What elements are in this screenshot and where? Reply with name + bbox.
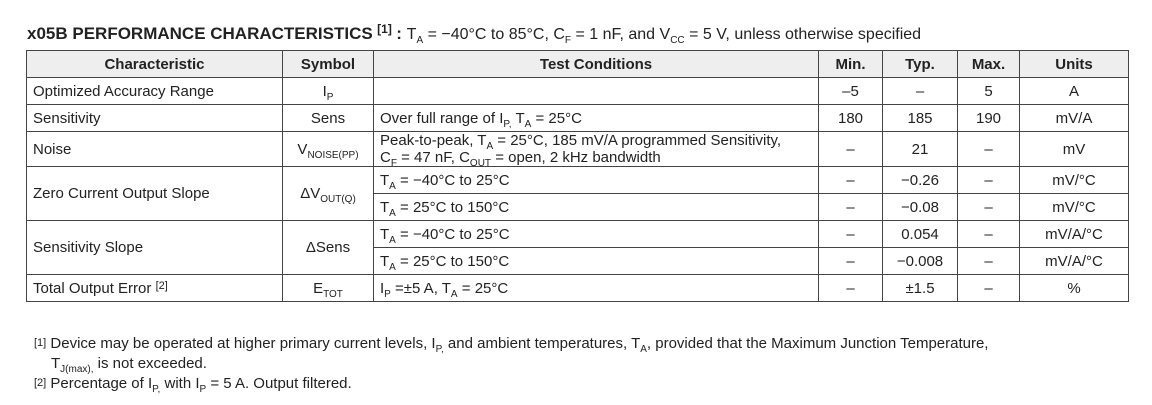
conditions-cell [374,78,819,105]
max-cell: – [958,221,1020,248]
characteristic-cell: Noise [27,132,283,167]
table-row [27,167,1129,194]
footnote-1-cont: $T_{J(max),}$ is not exceeded. [51,355,207,375]
max-cell: 190 [958,105,1020,132]
table-row [27,221,1129,248]
footnote-1-mark: [1] [34,337,47,349]
title-colon: : [396,24,407,43]
header-characteristic: Characteristic [27,51,283,78]
max-cell: – [958,167,1020,194]
min-cell: – [819,275,883,302]
units-cell: mV/A/°C [1020,221,1129,248]
min-cell: –5 [819,78,883,105]
header-min: Min. [819,51,883,78]
typ-cell: 185 [883,105,958,132]
symbol-cell: $I_P$ [283,78,374,105]
footnote-2-line: Percentage of $I_{P,}$ with $I_P = 5$ A. Output filtered. [46,375,352,395]
conditions-cell: Peak-to-peak, $T_A = 25^\circ C$, 185 mV/A programmed Sensitivity, $C_F = 47$ nF, $C_{OUT}$ = open, 2 kHz bandwidth [374,132,819,167]
characteristic-cell: Sensitivity [27,105,283,132]
title-conditions: $T_A = -40^\circ C$ to 85°C, $C_F = 1$ nF, and $V_{CC} = 5$ V, unless otherwise specified [406,26,922,47]
symbol-cell: $V_{NOISE(PP)}$ [283,132,374,167]
units-cell: mV/A [1020,105,1129,132]
characteristic-cell: Sensitivity Slope [27,221,283,275]
header-max: Max. [958,51,1020,78]
symbol-cell: $\Delta V_{OUT(Q)}$ [283,167,374,221]
characteristic-cell: Optimized Accuracy Range [27,78,283,105]
header-symbol: Symbol [283,51,374,78]
header-row [27,51,1129,78]
typ-cell: – [883,78,958,105]
units-cell: mV/A/°C [1020,248,1129,275]
max-cell: – [958,132,1020,167]
conditions-cell: $I_P =\pm 5$ A, $T_A = 25^\circ C$ [374,275,819,302]
table-row [27,275,1129,302]
title-footnote-ref: [1] [377,22,392,36]
performance-table [26,50,1129,302]
characteristic-label: Total Output Error [33,279,152,297]
typ-cell: 21 [883,132,958,167]
typ-cell: −0.008 [883,248,958,275]
units-cell: mV [1020,132,1129,167]
max-cell: – [958,275,1020,302]
footnote-ref: [2] [155,279,168,292]
table-title [27,22,922,47]
symbol-cell: Sens [283,105,374,132]
max-cell: – [958,248,1020,275]
header-typ: Typ. [883,51,958,78]
typ-cell: 0.054 [883,221,958,248]
min-cell: – [819,167,883,194]
units-cell: % [1020,275,1129,302]
header-test-conditions: Test Conditions [374,51,819,78]
max-cell: 5 [958,78,1020,105]
units-cell: A [1020,78,1129,105]
footnote-1-line-1: Device may be operated at higher primary current levels, $I_{P,}$ and ambient temperatures, $T_A$, provided that the Maximum Junction Temperature, [46,335,989,355]
units-cell: mV/°C [1020,194,1129,221]
min-cell: 180 [819,105,883,132]
units-cell: mV/°C [1020,167,1129,194]
conditions-cell: $T_A = 25^\circ C$ to 150°C [374,194,819,221]
conditions-cell: $T_A = 25^\circ C$ to 150°C [374,248,819,275]
characteristic-cell [27,275,283,302]
footnote-2-mark: [2] [34,377,47,389]
symbol-cell: ΔSens [283,221,374,275]
min-cell: – [819,221,883,248]
characteristic-cell: Zero Current Output Slope [27,167,283,221]
min-cell: – [819,194,883,221]
footnote-1 [34,334,988,354]
table-row [27,132,1129,167]
symbol-cell: $E_{TOT}$ [283,275,374,302]
table-row [27,105,1129,132]
max-cell: – [958,194,1020,221]
footnotes [34,334,988,394]
conditions-cell: $T_A = -40^\circ C$ to 25°C [374,167,819,194]
title-main: x05B PERFORMANCE CHARACTERISTICS [27,24,373,43]
header-units: Units [1020,51,1129,78]
min-cell: – [819,248,883,275]
typ-cell: −0.26 [883,167,958,194]
typ-cell: −0.08 [883,194,958,221]
conditions-cell: $T_A = -40^\circ C$ to 25°C [374,221,819,248]
min-cell: – [819,132,883,167]
footnote-2 [34,374,988,394]
typ-cell: ±1.5 [883,275,958,302]
conditions-cell: Over full range of $I_{P,}$ $T_A = 25^\circ C$ [374,105,819,132]
table-row [27,78,1129,105]
